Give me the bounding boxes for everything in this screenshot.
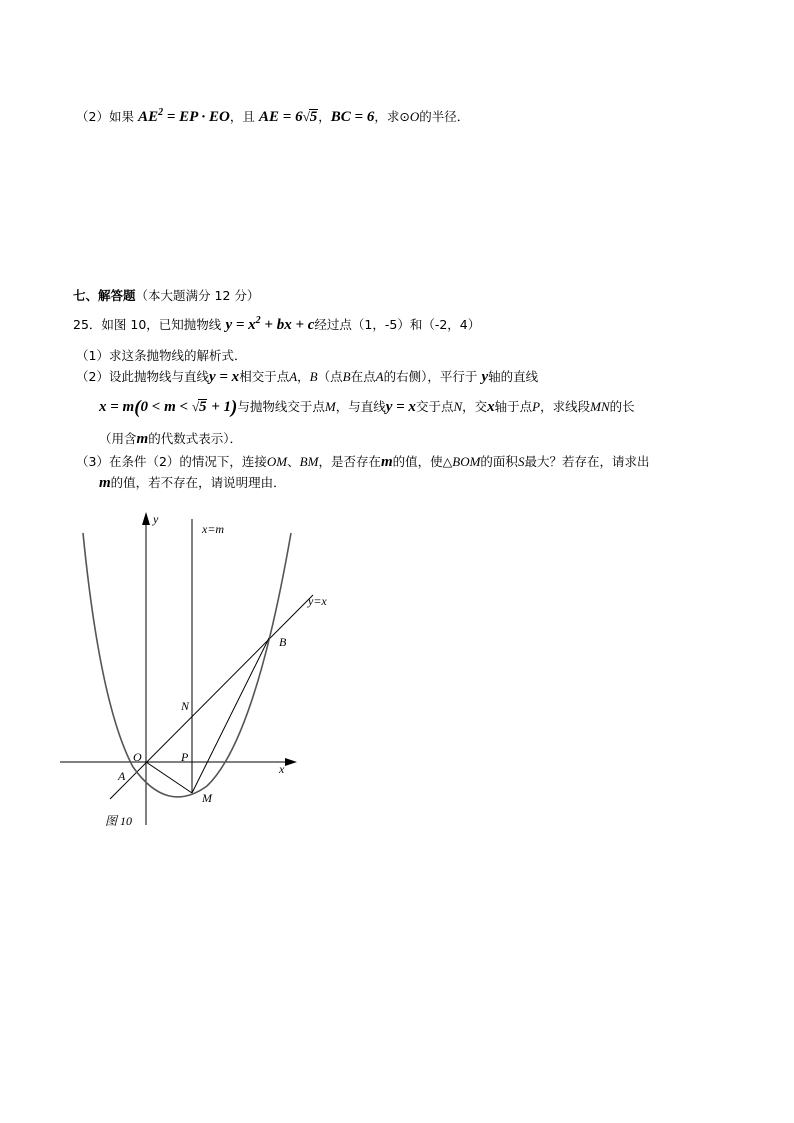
formula-ae-squared: $AE^2$ = EP · EO: [138, 107, 230, 125]
question-25-part3-line2: [99, 474, 286, 493]
label-o: O: [133, 750, 142, 764]
var-m: m: [99, 475, 111, 491]
area-var: S: [517, 454, 525, 469]
text: （3）在条件（2）的情况下，连接: [76, 454, 267, 469]
text: 在点: [350, 369, 376, 384]
text: 交于点: [415, 399, 454, 414]
label-y: y: [153, 512, 159, 526]
label-a: A: [118, 769, 126, 783]
formula-x-equals-m: x = m(0 < m < √5 + 1): [99, 397, 238, 418]
text: ，求线段: [540, 399, 591, 414]
triangle-label: BOM: [452, 454, 481, 469]
segment-label: MN: [590, 399, 610, 414]
label-b: B: [279, 635, 287, 649]
label-n: N: [181, 699, 190, 713]
text: 25．如图 10，已知抛物线: [73, 317, 222, 332]
label-p: P: [181, 750, 189, 764]
question-25-part2-line1: [76, 368, 538, 387]
question-25-part1: [76, 347, 246, 366]
text: ，求⊙: [374, 109, 410, 124]
label-x: x: [279, 762, 285, 776]
label-y-equals-x: y=x: [308, 594, 327, 608]
text: 的值，若不存在，请说明理由．: [110, 475, 286, 490]
text: ，与直线: [335, 399, 386, 414]
point-label: B: [342, 369, 351, 384]
section-heading: [73, 287, 259, 306]
text: 的面积: [480, 454, 518, 469]
part-label: （2）: [76, 109, 109, 124]
point-label: M: [324, 399, 336, 414]
section-note: （本大题满分 12 分）: [135, 288, 260, 303]
text: （用含: [99, 431, 137, 446]
formula-ae-value: AE = 6√5: [259, 109, 318, 125]
text: 经过点（1，-5）和（-2，4）: [314, 317, 481, 332]
text: 轴的直线: [488, 369, 539, 384]
var-m: m: [380, 454, 393, 470]
text: 与抛物线交于点: [237, 399, 325, 414]
text: （1）求这条抛物线的解析式．: [76, 348, 247, 363]
x-axis-arrow: [285, 758, 297, 766]
point-label: A: [289, 369, 298, 384]
text: 相交于点: [239, 369, 290, 384]
figure-caption: 图 10: [105, 814, 133, 828]
question-25-intro: [73, 316, 480, 335]
text: 的长: [609, 399, 635, 414]
text: 轴于点: [494, 399, 533, 414]
question-25-part2-line3: [99, 430, 242, 449]
segment-bm: [192, 638, 269, 793]
formula-line-yx-2: y = x: [385, 399, 416, 415]
text: ，是否存在: [318, 454, 381, 469]
text: ，交: [462, 399, 488, 414]
text: 的右侧），平行于: [383, 369, 478, 384]
segment-label: BM: [299, 454, 319, 469]
section-title: 七、解答题: [73, 288, 136, 303]
point-label: N: [453, 399, 463, 414]
text: （点: [317, 369, 343, 384]
text: ，: [297, 369, 310, 384]
segment-label: OM: [266, 454, 288, 469]
formula-line-yx: y = x: [208, 369, 240, 385]
label-x-equals-m: x=m: [202, 522, 225, 536]
figure-10: [55, 505, 355, 835]
circle-o-label: O: [409, 109, 420, 124]
text: 最大？若存在，请求出: [524, 454, 650, 469]
point-label: B: [309, 369, 318, 384]
text: （2）设此抛物线与直线: [76, 369, 209, 384]
question-25-part3-line1: [76, 453, 649, 472]
point-label: P: [532, 399, 541, 414]
text: 的半径．: [419, 109, 470, 124]
y-axis-var: y: [481, 369, 489, 385]
text: 的值，使△: [392, 454, 453, 469]
var-m: m: [136, 431, 149, 447]
prev-question-part2: （2）如果 $AE^2$ = EP · EO，且 AE = 6√5，BC = 6，求⊙O的半径．: [76, 107, 470, 125]
text: 如果: [108, 109, 134, 124]
point-label: A: [375, 369, 384, 384]
text: 且: [242, 109, 255, 124]
question-25-part2-line2: [99, 398, 635, 417]
text: 、: [287, 454, 300, 469]
label-m: M: [202, 791, 212, 805]
x-axis-var: x: [487, 399, 495, 415]
text: 的代数式表示）．: [148, 431, 242, 446]
formula-parabola: $y = x^2$ + bx + c: [225, 315, 315, 333]
formula-bc-value: BC = 6: [330, 109, 375, 125]
y-axis-arrow: [142, 512, 150, 525]
